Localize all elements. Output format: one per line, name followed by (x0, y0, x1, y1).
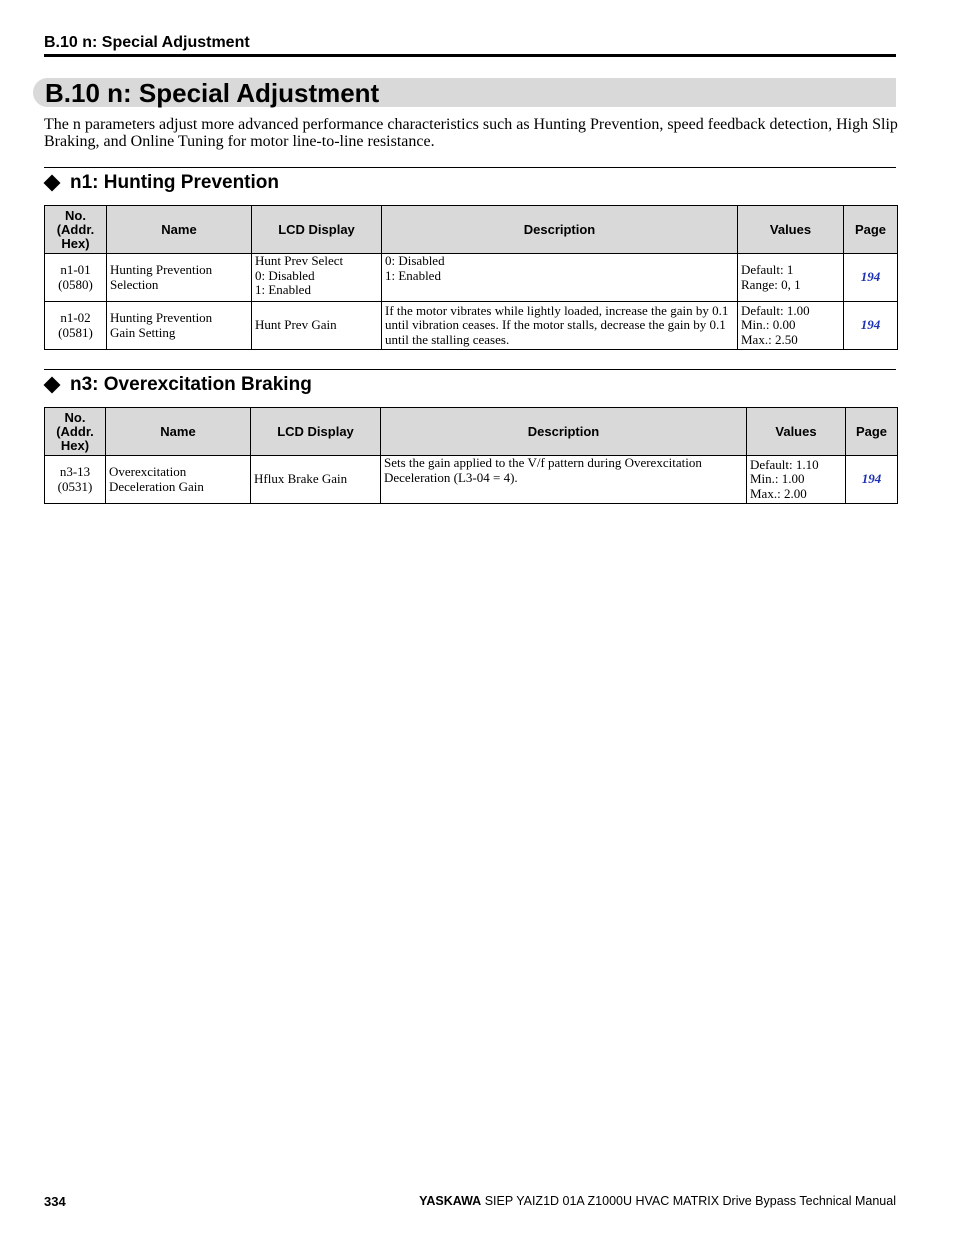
param-number: n1-02 (0581) (45, 302, 107, 350)
param-lcd: Hflux Brake Gain (251, 456, 381, 504)
footer-manual-title (419, 1194, 896, 1208)
col-header-no: No. (Addr. Hex) (45, 206, 107, 254)
section-rule (44, 369, 896, 370)
diamond-icon (44, 175, 61, 192)
param-name: Hunting Prevention Gain Setting (107, 302, 252, 350)
header-rule (44, 54, 896, 57)
footer-brand: YASKAWA (419, 1194, 482, 1208)
table-header-row (45, 206, 898, 254)
page-link[interactable]: 194 (844, 302, 898, 350)
param-description: 0: Disabled 1: Enabled (382, 254, 738, 302)
diamond-icon (44, 377, 61, 394)
col-header-page: Page (846, 408, 898, 456)
page-number: 334 (44, 1194, 66, 1209)
col-header-lcd: LCD Display (251, 408, 381, 456)
col-header-description: Description (382, 206, 738, 254)
param-lcd: Hunt Prev Select 0: Disabled 1: Enabled (252, 254, 382, 302)
footer-manual: SIEP YAIZ1D 01A Z1000U HVAC MATRIX Drive Bypass Technical Manual (484, 1194, 896, 1208)
table-header-row (45, 408, 898, 456)
intro-paragraph: The n parameters adjust more advanced performance characteristics such as Hunting Prevention, speed feedback detection, High Slip Braking, and Online Tuning for motor line-to-line resistance. (44, 116, 898, 150)
table-row (45, 456, 898, 504)
col-header-name: Name (106, 408, 251, 456)
title-bar (33, 78, 896, 107)
col-header-lcd: LCD Display (252, 206, 382, 254)
param-description: Sets the gain applied to the V/f pattern during Overexcitation Deceleration (L3-04 = 4). (381, 456, 747, 504)
running-head: B.10 n: Special Adjustment (44, 34, 250, 51)
param-values: Default: 1.00 Min.: 0.00 Max.: 2.50 (738, 302, 844, 350)
n1-parameter-table (44, 205, 898, 350)
col-header-description: Description (381, 408, 747, 456)
table-row (45, 302, 898, 350)
param-name: Hunting Prevention Selection (107, 254, 252, 302)
col-header-no: No. (Addr. Hex) (45, 408, 106, 456)
section-heading-text: n3: Overexcitation Braking (70, 374, 312, 395)
section-heading-text: n1: Hunting Prevention (70, 172, 279, 193)
param-values: Default: 1.10 Min.: 1.00 Max.: 2.00 (747, 456, 846, 504)
section-heading-n1 (44, 171, 279, 195)
page-link[interactable]: 194 (844, 254, 898, 302)
param-name: Overexcitation Deceleration Gain (106, 456, 251, 504)
param-number: n3-13 (0531) (45, 456, 106, 504)
n3-parameter-table (44, 407, 898, 504)
col-header-values: Values (738, 206, 844, 254)
section-heading-n3 (44, 373, 312, 397)
section-rule (44, 167, 896, 168)
param-description: If the motor vibrates while lightly loaded, increase the gain by 0.1 until vibration ceases. If the motor stalls, decrease the gain by 0.1 until the stalling ceases. (382, 302, 738, 350)
param-values: Default: 1 Range: 0, 1 (738, 254, 844, 302)
col-header-values: Values (747, 408, 846, 456)
col-header-name: Name (107, 206, 252, 254)
col-header-page: Page (844, 206, 898, 254)
param-lcd: Hunt Prev Gain (252, 302, 382, 350)
page-link[interactable]: 194 (846, 456, 898, 504)
param-number: n1-01 (0580) (45, 254, 107, 302)
table-row (45, 254, 898, 302)
page-title: B.10 n: Special Adjustment (45, 78, 380, 108)
